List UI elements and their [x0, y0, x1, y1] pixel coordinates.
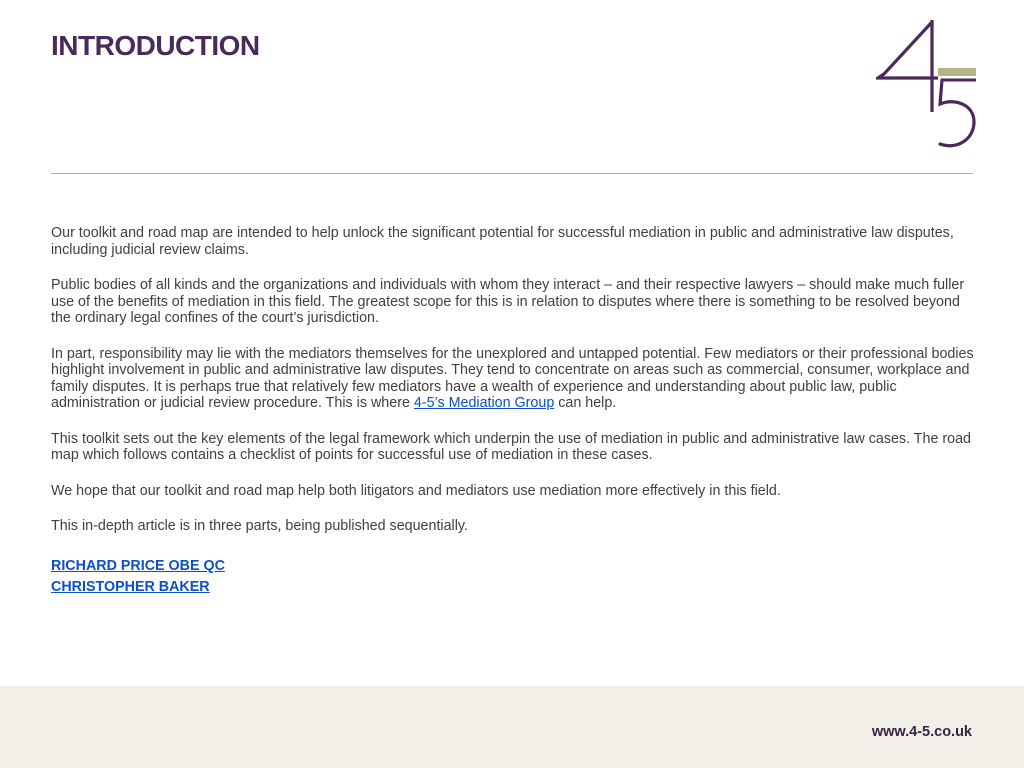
header-divider	[51, 173, 973, 174]
paragraph-3-text-after: can help.	[554, 395, 617, 411]
paragraph-4: This toolkit sets out the key elements of the legal framework which underpin the use of mediation in public and administrative law cases. The road map which follows contains a checklist of points for successful use of mediation in these cases.	[51, 430, 971, 463]
paragraph-2: Public bodies of all kinds and the organizations and individuals with whom they interact – and their respective lawyers – should make much fuller use of the benefits of mediation in this field. The greatest scope for this is in relation to disputes where there is something to be resolved beyond the ordinary legal confines of the court’s jurisdiction.	[51, 277, 965, 326]
firm-logo	[876, 18, 980, 150]
paragraph-3	[51, 346, 976, 412]
author-list	[51, 556, 976, 598]
paragraph-6: This in-depth article is in three parts, being published sequentially.	[51, 518, 468, 534]
paragraph-1: Our toolkit and road map are intended to help unlock the significant potential for successful mediation in public and administrative law disputes, including judicial review claims.	[51, 225, 954, 258]
paragraph-3-text-before: In part, responsibility may lie with the mediators themselves for the unexplored and untapped potential. Few mediators or their professional bodies highlight involvement in public and administrative law disputes. They tend to concentrate on areas such as commercial, consumer, workplace and family disputes. It is perhaps true that relatively few mediators have a wealth of experience and understanding about public law, public administration or judicial review procedure. This is where	[51, 345, 974, 411]
author-link-richard-price[interactable]: RICHARD PRICE OBE QC	[51, 557, 225, 574]
paragraph-5: We hope that our toolkit and road map help both litigators and mediators use mediation more effectively in this field.	[51, 482, 781, 499]
logo-accent-bar	[938, 68, 976, 76]
mediation-group-link[interactable]: 4-5’s Mediation Group	[413, 395, 555, 411]
intro-body	[51, 225, 976, 598]
page-title: INTRODUCTION	[51, 30, 260, 61]
logo-five-glyph	[940, 80, 974, 146]
author-link-christopher-baker[interactable]: CHRISTOPHER BAKER	[51, 578, 210, 595]
website-url[interactable]: www.4-5.co.uk	[871, 724, 972, 740]
footer-bar	[0, 686, 1024, 768]
logo-four-glyph	[878, 22, 938, 78]
